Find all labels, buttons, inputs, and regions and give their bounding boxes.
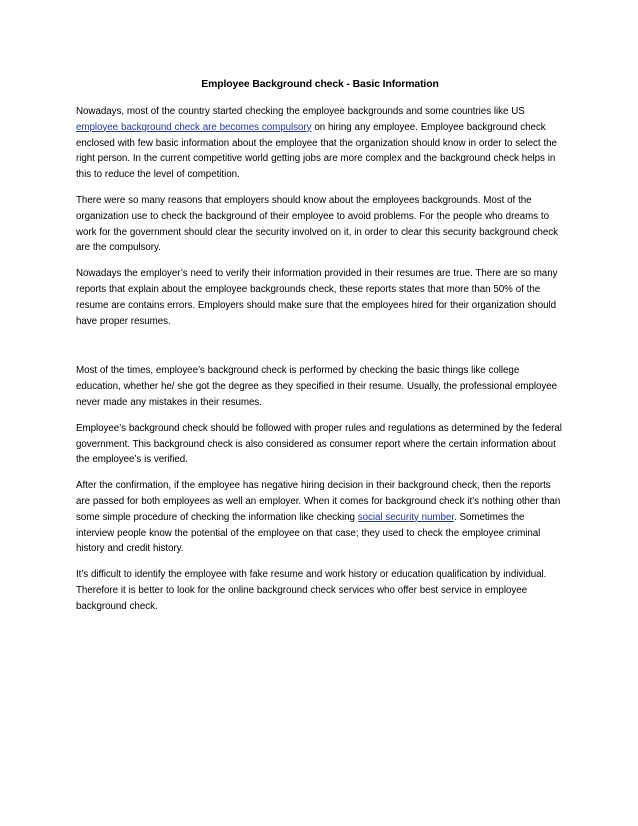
paragraph-7: It’s difficult to identify the employee with fake resume and work history or education qualification by individual. Therefore it is better to look for the online background check services who offer best service in employee background check. (76, 569, 547, 612)
paragraph-3: Nowadays the employer’s need to verify their information provided in their resumes are true. There are so many reports that explain about the employee backgrounds check, these reports states that more than 50% of the resume are contains errors. Employers should make sure that the employees hired for their organization should have proper resumes. (76, 268, 558, 327)
paragraph-6 (76, 478, 564, 557)
document-page (76, 78, 564, 625)
document-title: Employee Background check - Basic Information (201, 79, 439, 90)
paragraph-2: There were so many reasons that employers should know about the employees backgrounds. Most of the organization use to check the background of their employee to avoid problems. For the people who dreams to work for the government should clear the security involved on it, in order to clear this security background check are the compulsory. (76, 194, 558, 254)
paragraph-1-text-b: on hiring any employee. Employee background check enclosed with few basic information about the employee that the organization should know in order to select the right person. In the current competitive world getting jobs are more complex and the background check helps in this to reduce the level of competition. (76, 121, 557, 181)
paragraph-1-text-a: Nowadays, most of the country started checking the employee backgrounds and some countries like US (76, 106, 525, 117)
employee-background-check-link[interactable]: employee background check are becomes compulsory (76, 121, 312, 133)
paragraph-6-text-a: After the confirmation, if the employee has negative hiring decision in their background check, then the reports are passed for both employees as well an employer. When it comes for background check it’s nothing other than some simple procedure of checking the information like checking (76, 480, 561, 523)
paragraph-6-text-b: . Sometimes the interview people know the potential of the employee on that case; they used to check the employee criminal history and credit history. (76, 511, 541, 555)
social-security-number-link[interactable]: social security number (357, 511, 454, 523)
paragraph-5: Employee’s background check should be followed with proper rules and regulations as determined by the federal government. This background check is also considered as consumer report where the certain information about the employee’s is verified. (76, 422, 562, 466)
paragraph-1 (76, 104, 564, 183)
paragraph-4: Most of the times, employee’s background check is performed by checking the basic things like college education, whether he/ she got the degree as they specified in their resume. Usually, the professional employee never made any mistakes in their resumes. (76, 365, 558, 408)
paragraph-spacer (76, 339, 564, 363)
